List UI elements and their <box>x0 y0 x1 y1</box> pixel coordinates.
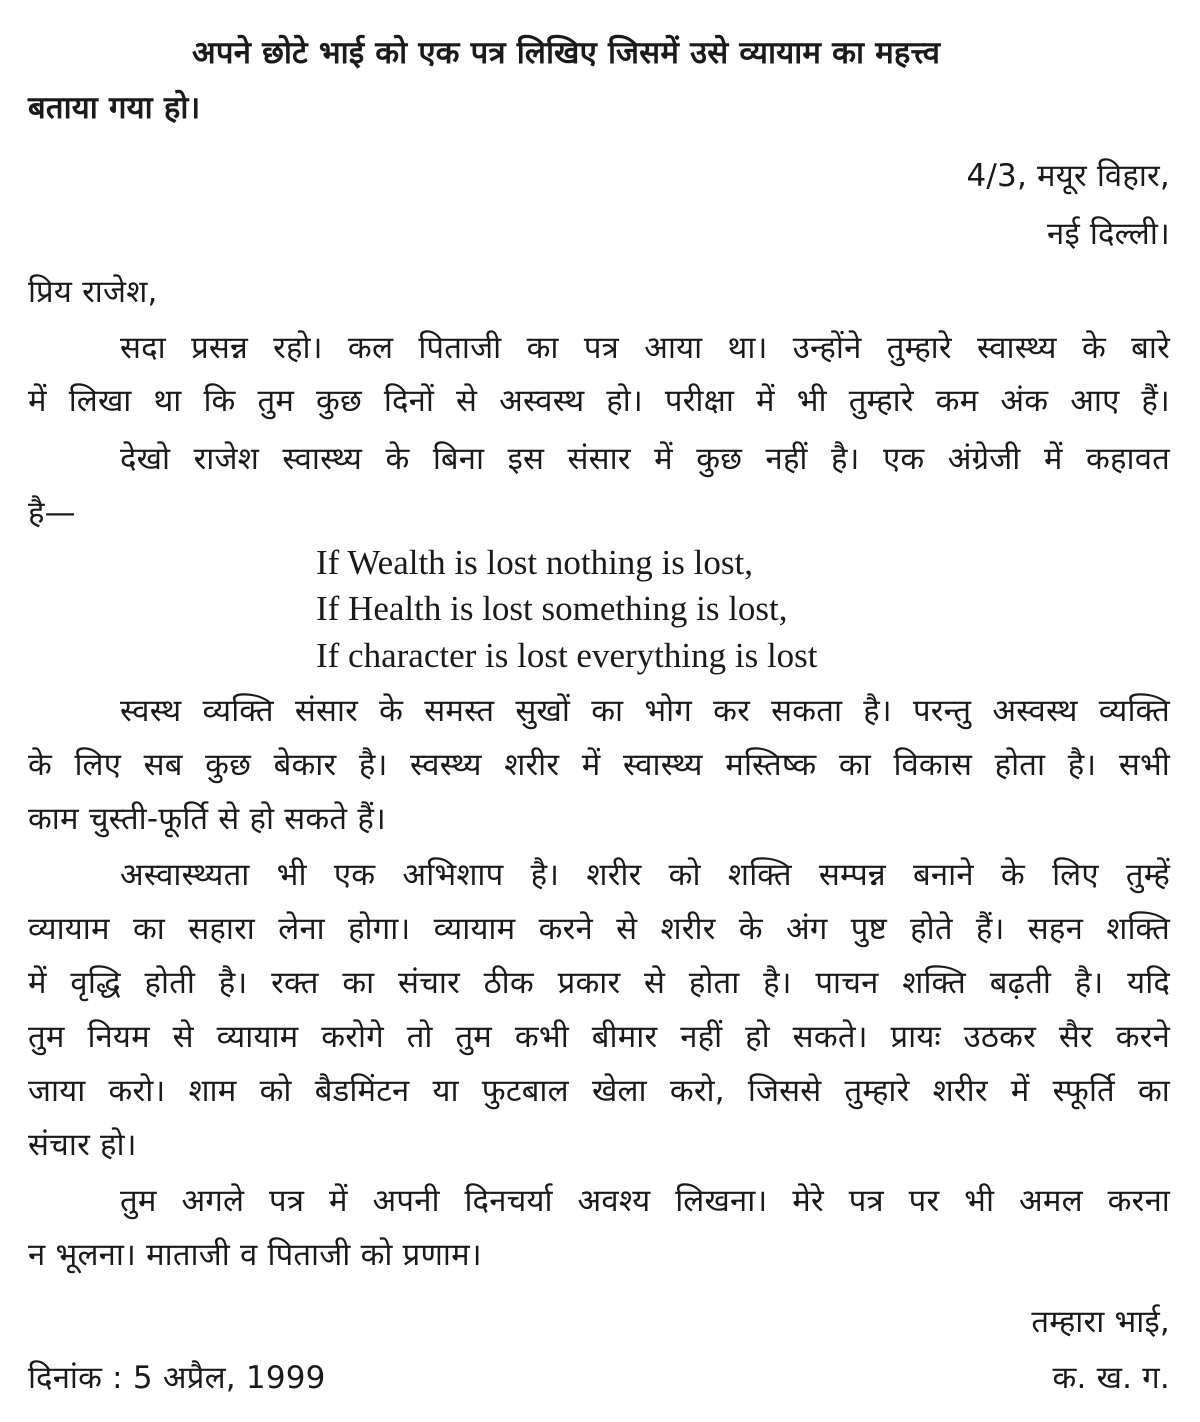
paragraph-5-line-2: न भूलना। माताजी व पिताजी को प्रणाम। <box>28 1237 482 1273</box>
paragraph-5-line-1: तुम अगले पत्र में अपनी दिनचर्या अवश्य लिखना। मेरे पत्र पर भी अमल करना <box>120 1183 1170 1219</box>
paragraph-4-line-6: संचार हो। <box>28 1127 137 1163</box>
closing-name: क. ख. ग. <box>1052 1360 1170 1396</box>
address-line-2: नई दिल्ली। <box>1047 216 1170 252</box>
paragraph-3-line-1: स्वस्थ व्यक्ति संसार के समस्त सुखों का भोग कर सकता है। परन्तु अस्वस्थ व्यक्ति <box>120 693 1170 729</box>
quote-line-3: If character is lost everything is lost <box>316 636 818 675</box>
closing-regards: तम्हारा भाई, <box>1031 1304 1170 1340</box>
paragraph-4-line-1: अस्वास्थ्यता भी एक अभिशाप है। शरीर को शक्ति सम्पन्न बनाने के लिए तुम्हें <box>120 857 1170 893</box>
question-line-1: अपने छोटे भाई को एक पत्र लिखिए जिसमें उसे व्यायाम का महत्त्व <box>192 35 941 71</box>
paragraph-2-line-1: देखो राजेश स्वास्थ्य के बिना इस संसार में कुछ नहीं है। एक अंग्रेजी में कहावत <box>120 441 1170 477</box>
letter-date: दिनांक : 5 अप्रैल, 1999 <box>28 1360 326 1396</box>
paragraph-3-line-3: काम चुस्ती-फूर्ति से हो सकते हैं। <box>28 801 386 837</box>
question-line-2: बताया गया हो। <box>28 90 201 126</box>
paragraph-4-line-3: में वृद्धि होती है। रक्त का संचार ठीक प्रकार से होता है। पाचन शक्ति बढ़ती है। यदि <box>28 965 1170 1001</box>
paragraph-1-line-1: सदा प्रसन्न रहो। कल पिताजी का पत्र आया था। उन्होंने तुम्हारे स्वास्थ्य के बारे <box>120 330 1170 366</box>
quote-line-1: If Wealth is lost nothing is lost, <box>316 543 753 582</box>
paragraph-4-line-2: व्यायाम का सहारा लेना होगा। व्यायाम करने से शरीर के अंग पुष्ट होते हैं। सहन शक्ति <box>28 911 1170 947</box>
paragraph-4-line-5: जाया करो। शाम को बैडमिंटन या फुटबाल खेला करो, जिससे तुम्हारे शरीर में स्फूर्ति का <box>28 1073 1170 1109</box>
salutation: प्रिय राजेश, <box>28 274 158 310</box>
address-line-1: 4/3, मयूर विहार, <box>966 158 1170 194</box>
paragraph-1-line-2: में लिखा था कि तुम कुछ दिनों से अस्वस्थ हो। परीक्षा में भी तुम्हारे कम अंक आए हैं। <box>28 383 1170 419</box>
paragraph-4-line-4: तुम नियम से व्यायाम करोगे तो तुम कभी बीमार नहीं हो सकते। प्रायः उठकर सैर करने <box>28 1019 1170 1055</box>
paragraph-3-line-2: के लिए सब कुछ बेकार है। स्वस्थ्य शरीर में स्वास्थ्य मस्तिष्क का विकास होता है। सभी <box>28 747 1170 783</box>
quote-line-2: If Health is lost something is lost, <box>316 589 788 628</box>
paragraph-2-line-2: है— <box>28 495 76 531</box>
